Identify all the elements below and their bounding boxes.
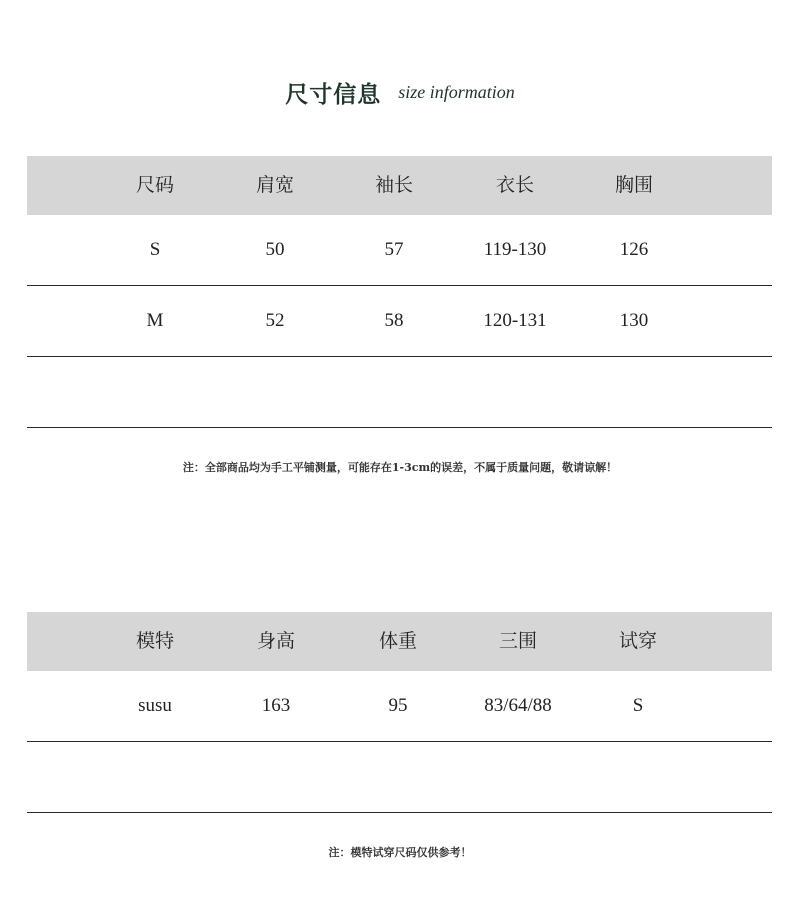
- table-cell: 120-131: [483, 310, 547, 331]
- table-cell: 58: [384, 310, 404, 331]
- column-header-fitting: 试穿: [618, 630, 657, 652]
- empty-table-row: [27, 742, 772, 813]
- table-cell: 130: [619, 310, 649, 331]
- title-english: size information: [398, 82, 515, 102]
- table-cell: 163: [261, 695, 291, 716]
- table-cell: 57: [384, 239, 404, 260]
- size-table-header: [27, 156, 772, 215]
- column-header-model: 模特: [135, 630, 174, 652]
- table-row: [27, 286, 772, 357]
- table-row: [27, 671, 772, 742]
- column-header-length: 衣长: [495, 174, 534, 196]
- column-header-weight: 体重: [378, 630, 417, 652]
- size-note: 注：全部商品均为手工平铺测量，可能存在1-3cm的误差，不属于质量问题，敬请谅解！: [182, 461, 618, 474]
- empty-table-row: [27, 357, 772, 428]
- title-chinese: 尺寸信息: [285, 81, 382, 108]
- table-cell: 50: [265, 239, 285, 260]
- table-cell: S: [149, 239, 161, 260]
- table-row: [27, 215, 772, 286]
- table-cell: susu: [138, 695, 172, 716]
- column-header-measurements: 三围: [498, 630, 537, 652]
- table-cell: M: [146, 310, 164, 331]
- column-header-shoulder: 肩宽: [255, 174, 294, 196]
- size-info-title: [0, 76, 800, 109]
- column-header-sleeve: 袖长: [374, 174, 413, 196]
- model-table-header: [27, 612, 772, 671]
- column-header-size: 尺码: [135, 174, 174, 196]
- column-header-bust: 胸围: [614, 174, 653, 196]
- table-cell: 95: [388, 695, 408, 716]
- size-table: [27, 156, 772, 428]
- model-table: [27, 612, 772, 813]
- table-cell: 83/64/88: [484, 695, 552, 716]
- column-header-height: 身高: [256, 630, 295, 652]
- table-cell: S: [632, 695, 644, 716]
- table-cell: 52: [265, 310, 285, 331]
- table-cell: 126: [619, 239, 649, 260]
- table-cell: 119-130: [483, 239, 547, 260]
- model-note: 注：模特试穿尺码仅供参考！: [328, 846, 472, 859]
